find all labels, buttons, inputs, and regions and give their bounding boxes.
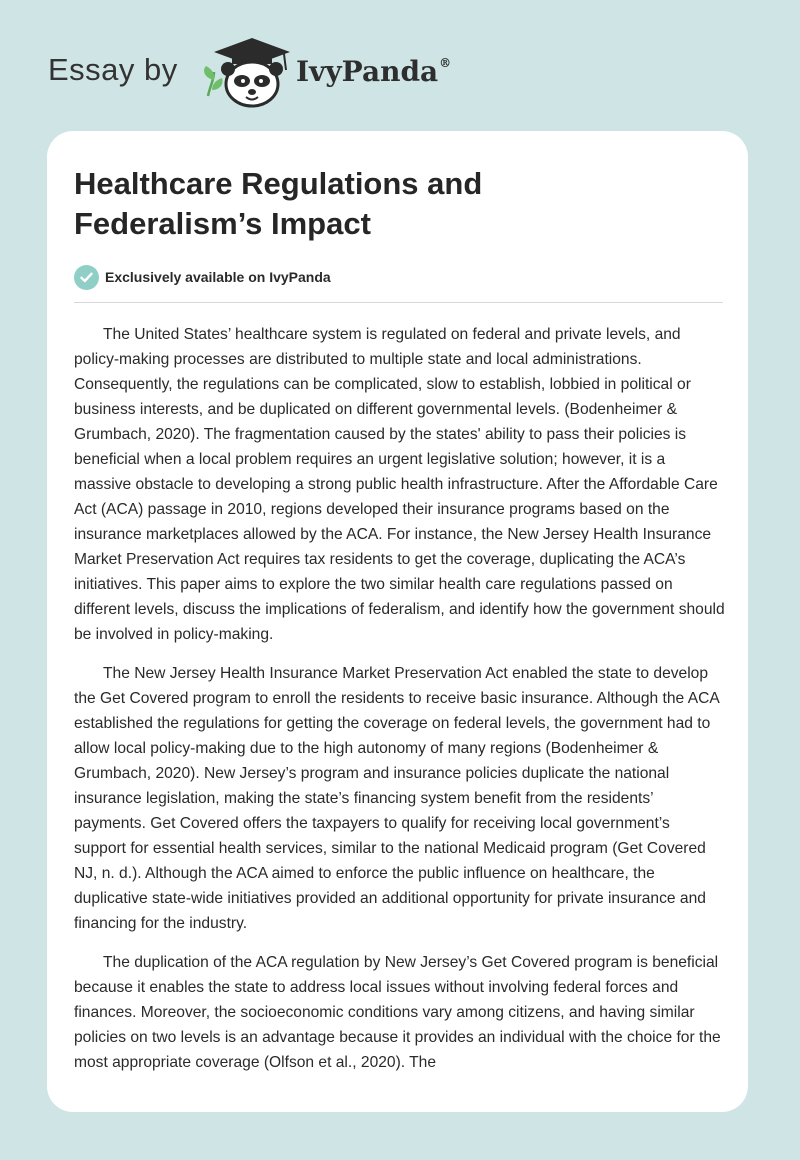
paragraph: The New Jersey Health Insurance Market Preservation Act enabled the state to develop the Get Covered program to enroll the residents to receive basic insurance. Although the ACA established the regulations for getting the coverage on federal levels, the government had to allow local policy-making due to the high autonomy of many regions (Bodenheimer & Grumbach, 2020). New Jersey’s program and insurance policies duplicate the national insurance legislation, making the state’s financing system benefit from the residents’ payments. Get Covered offers the taxpayers to qualify for receiving local government’s support for essential health services, similar to the national Medicaid program (Get Covered NJ, n. d.). Although the ACA aimed to enforce the public influence on healthcare, the duplicative state-wide initiatives provided an additional opportunity for private insurance and financing for the industry.: [74, 665, 719, 932]
essay-body: [74, 322, 726, 1089]
paragraph: The United States’ healthcare system is regulated on federal and private levels, and policy-making processes are distributed to multiple state and local administrations. Consequently, the regulations can be complicated, slow to establish, lobbied in political or business interests, and be duplicated on different governmental levels. (Bodenheimer & Grumbach, 2020). The fragmentation caused by the states' ability to pass their policies is beneficial when a local problem requires an urgent legislative solution; however, it is a massive obstacle to developing a strong public health infrastructure. After the Affordable Care Act (ACA) passage in 2010, regions developed their insurance programs based on the insurance marketplaces allowed by the ACA. For instance, the New Jersey Health Insurance Market Preservation Act requires tax residents to get the coverage, duplicating the ACA’s initiatives. This paper aims to explore the two similar health care regulations passed on different levels, discuss the implications of federalism, and identify how the government should be involved in policy-making.: [74, 326, 725, 643]
essay-title: Healthcare Regulations and Federalism’s Impact: [74, 166, 483, 241]
ivypanda-brand[interactable]: [296, 55, 451, 88]
badge-label: Exclusively available on IvyPanda: [105, 269, 331, 285]
site-header: [0, 0, 800, 130]
registered-mark: ®: [439, 56, 452, 70]
divider: [74, 302, 723, 303]
essay-card: [47, 131, 748, 1112]
essay-by-label: Essay by: [48, 52, 178, 87]
check-icon: [74, 265, 99, 290]
panda-logo-icon[interactable]: [200, 36, 295, 111]
paragraph: The duplication of the ACA regulation by New Jersey’s Get Covered program is beneficial because it enables the state to address local issues without involving federal forces and finances. Moreover, the socioeconomic conditions vary among citizens, and having similar policies on two levels is an advantage because it provides an individual with the choice for the most appropriate coverage (Olfson et al., 2020). The: [74, 954, 721, 1071]
exclusive-badge: [74, 264, 331, 290]
brand-name: IvyPanda: [296, 55, 439, 88]
